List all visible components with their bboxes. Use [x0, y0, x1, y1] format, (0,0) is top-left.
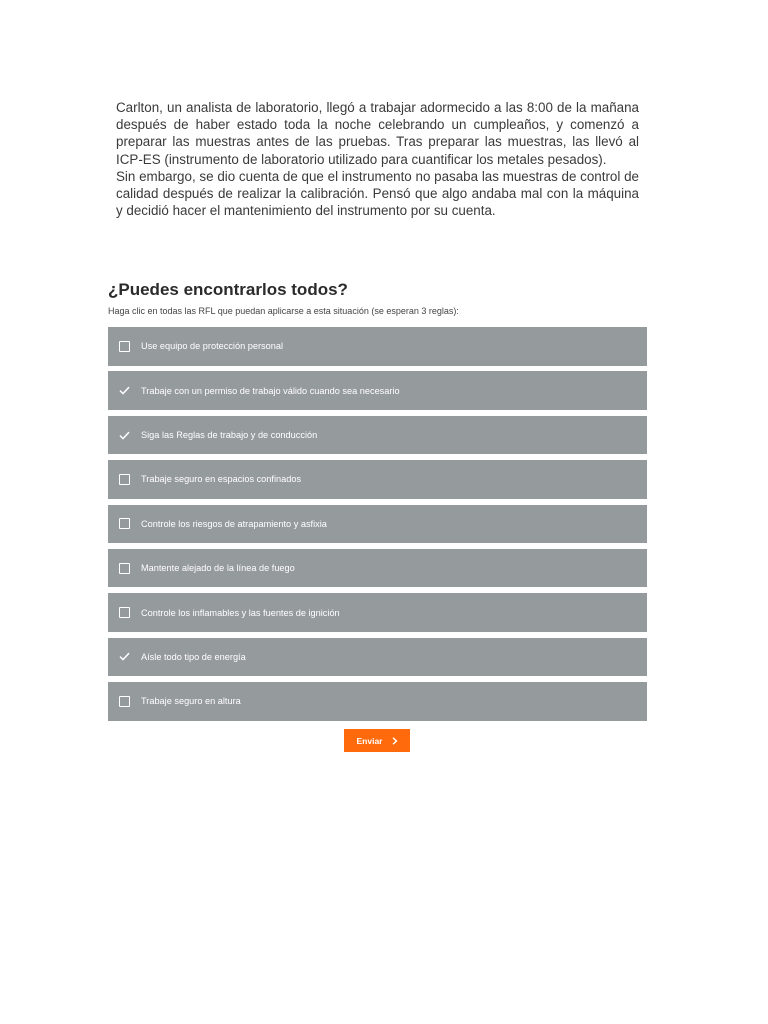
option-row[interactable]	[108, 460, 647, 499]
option-row[interactable]	[108, 327, 647, 366]
option-label: Use equipo de protección personal	[141, 341, 283, 352]
option-row[interactable]	[108, 416, 647, 455]
option-label: Trabaje seguro en espacios confinados	[141, 474, 302, 485]
option-label: Siga las Reglas de trabajo y de conducción	[141, 430, 318, 441]
checkbox[interactable]	[119, 474, 130, 485]
submit-button[interactable]	[344, 729, 410, 752]
option-row[interactable]	[108, 593, 647, 632]
scenario-paragraph-1: Carlton, un analista de laboratorio, llegó a trabajar adormecido a las 8:00 de la mañana después de haber estado toda la noche celebrando un cumpleaños, y comenzó a preparar las muestras antes de las pruebas. Tras preparar las muestras, las llevó al ICP-ES (instrumento de laboratorio utilizado para cuantificar los metales pesados).	[116, 100, 639, 167]
checkbox[interactable]	[119, 563, 130, 574]
option-row[interactable]	[108, 682, 647, 721]
checkbox[interactable]	[119, 518, 130, 529]
checkbox[interactable]	[119, 696, 130, 707]
option-row[interactable]	[108, 371, 647, 410]
scenario-paragraph-2: Sin embargo, se dio cuenta de que el instrumento no pasaba las muestras de control de calidad después de realizar la calibración. Pensó que algo andaba mal con la máquina y decidió hacer el mantenimiento del instrumento por su cuenta.	[116, 168, 639, 219]
checkbox[interactable]	[119, 341, 130, 352]
checkmark-icon[interactable]	[119, 430, 130, 441]
option-label: Trabaje seguro en altura	[141, 696, 241, 707]
scenario-text	[116, 99, 639, 219]
checkbox[interactable]	[119, 607, 130, 618]
option-label: Controle los riesgos de atrapamiento y asfixia	[141, 518, 327, 529]
option-row[interactable]	[108, 638, 647, 677]
submit-button-label: Enviar	[356, 735, 383, 746]
option-row[interactable]	[108, 505, 647, 544]
options-list	[108, 327, 647, 727]
option-label: Mantente alejado de la línea de fuego	[141, 563, 295, 574]
quiz-title: ¿Puedes encontrarlos todos?	[108, 280, 348, 299]
option-label: Controle los inflamables y las fuentes de ignición	[141, 607, 340, 618]
checkmark-icon[interactable]	[119, 651, 130, 662]
checkmark-icon[interactable]	[119, 385, 130, 396]
quiz-instructions: Haga clic en todas las RFL que puedan aplicarse a esta situación (se esperan 3 reglas):	[108, 306, 459, 316]
option-label: Aísle todo tipo de energía	[141, 651, 246, 662]
chevron-right-icon	[392, 737, 398, 745]
option-row[interactable]	[108, 549, 647, 588]
option-label: Trabaje con un permiso de trabajo válido cuando sea necesario	[141, 385, 400, 396]
